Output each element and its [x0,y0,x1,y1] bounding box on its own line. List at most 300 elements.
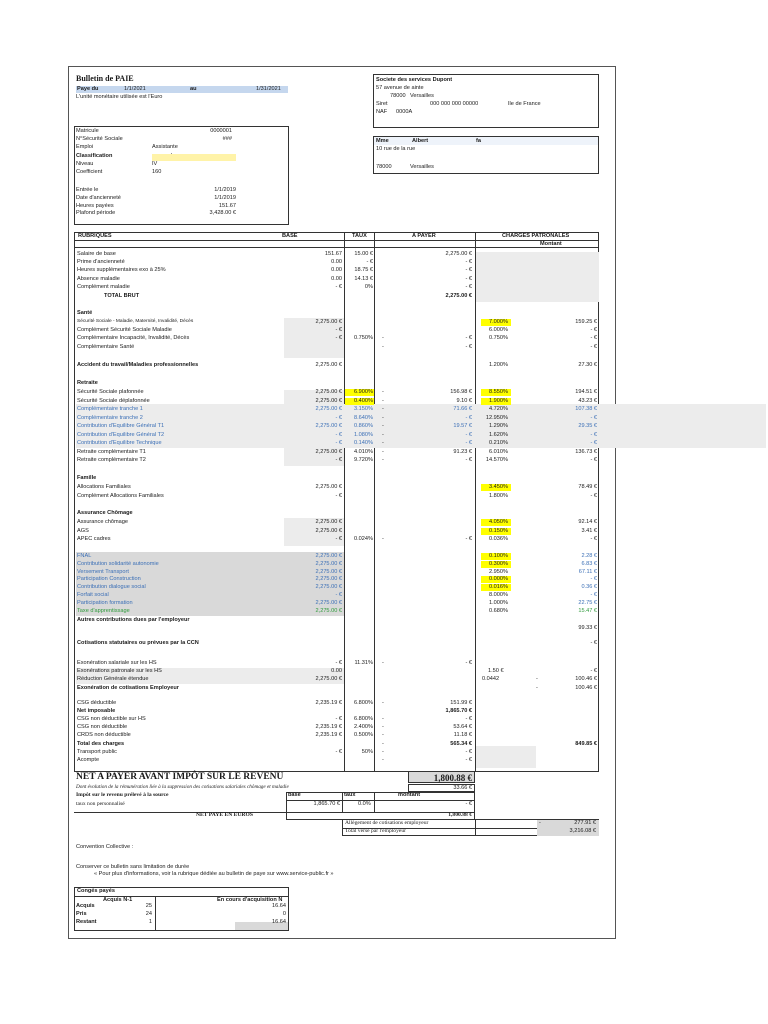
col-rubriques: RUBRIQUES [78,233,112,239]
csg-taux: 0.500% [354,732,373,739]
contribution-cmont: - € [590,592,597,598]
famille-base: - € [335,492,342,499]
section-chomage: Assurance Chômage [77,510,133,516]
csg-label: Acompte [77,756,100,763]
csg-taux: 6.800% [354,700,373,706]
csg-apayer: 565.34 € [450,740,472,747]
taux-label: taux non personnalisé [76,801,125,807]
evolution-box [408,784,475,792]
sante-apayer: - € [465,335,472,342]
exoneration-base: - € [335,660,342,666]
sante-taux: 0.750% [354,335,373,342]
dash: - [382,335,384,342]
retraite-base: 2,275.00 € [315,448,342,455]
line-taux: 15.00 € [354,251,373,257]
csg-taux: 6.800% [354,716,373,723]
csg-label: Total des charges [77,740,125,747]
total-verse-label: Total versé par l'employeur [345,828,407,834]
chomage-label: AGS [77,527,89,534]
dash: - [382,440,384,446]
employee-info-label: Niveau [76,160,94,167]
retraite-label: Complémentaire tranche 2 [77,414,143,421]
retraite-ctaux: 1.900% [489,397,508,404]
allegement-value: 277.91 € [574,820,596,826]
line-apayer: 2,275.00 € [445,251,472,257]
net-before-tax-box [408,771,475,783]
csg-taux: 50% [361,748,373,755]
employee-firstname: Albert [412,138,429,144]
naf-label: NAF [376,109,388,115]
exoneration-base: 0.00 [331,668,342,675]
csg-label: CSG déductible [77,700,117,706]
dash: - [382,724,384,731]
chomage-taux: 0.024% [354,536,373,542]
retraite-ctaux: 1.290% [489,423,508,429]
csg-base: 2,235.19 € [315,724,342,731]
employee-date-value: 151.67 [218,202,236,209]
retraite-cmont: 194.51 € [575,389,597,395]
employee-info-label: Classification [76,152,113,159]
csg-base: - € [335,716,342,723]
conges-row-label: Acquis [76,903,95,909]
csg-label: CSG non déductible sur HS [77,716,146,723]
famille-ctaux: 1.800% [489,492,508,499]
retraite-taux: 4.010% [354,448,373,455]
net-euros-label: NET PAYE EN EUROS [196,812,253,818]
total-brut-label: TOTAL BRUT [104,293,140,299]
line-label: Prime d'ancienneté [77,259,125,265]
employee-info-label: N°Sécurité Sociale [76,136,123,143]
sante-ctaux: 6.000% [489,327,508,334]
conges-row-label: Restant [76,919,97,925]
employee-info-value: 0000001 [210,128,232,134]
info-note: « Pour plus d'informations, voir la rubrique dédiée au bulletin de paye sur www.service-public.fr » [94,871,334,877]
contribution-ctaux: 0.300% [489,560,508,567]
famille-cmont: 78.49 € [578,484,597,490]
retraite-apayer: 91.23 € [453,448,472,455]
contribution-label: Contribution solidarité autonomie [77,560,159,567]
csg-label: CSG non déductible [77,724,128,731]
conges-row-n1: 25 [145,903,152,909]
retraite-taux: 0.860% [354,423,373,429]
csg-base: - € [335,748,342,755]
col-base: BASE [282,233,298,239]
retraite-ctaux: 4.720% [489,406,508,412]
ccn-cmont: - € [590,640,597,646]
sante-apayer: - € [465,343,472,350]
chomage-ctaux: 0.036% [489,536,508,542]
famille-label: Allocations Familiales [77,484,131,490]
employee-info-value: Assistante [152,144,178,151]
exoneration-ctaux: 0.0442 [482,676,500,683]
csg-taux: 2.400% [354,724,373,731]
line-apayer: - € [465,267,472,273]
retraite-base: - € [335,440,342,446]
contribution-cmont: 2.28 € [581,553,597,559]
dash: - [382,716,384,723]
employee-info-label: Emploi [76,144,94,151]
company-city: Versailles [410,93,434,99]
exoneration-taux: 11.31% [354,660,373,666]
dash: - [382,343,384,350]
dash: - [382,423,384,429]
unit-note: L'unité monétaire utilisée est l'Euro [76,94,163,100]
retraite-label: Retraite complémentaire T2 [77,457,146,463]
chomage-ctaux: 4.050% [489,519,508,525]
retraite-base: - € [335,414,342,421]
impot-col-base: base [288,792,301,798]
sante-label: Complémentaire Santé [77,343,135,350]
contribution-cmont: 22.75 € [578,599,597,606]
employee-postcode: 78000 [376,164,392,170]
retraite-taux: 1.080% [354,431,373,438]
company-name: Societe des services Dupont [376,77,453,83]
period-bar [76,86,288,93]
dash: - [382,457,384,463]
famille-label: Complément Allocations Familiales [77,492,164,499]
chomage-cmont: 92.14 € [578,519,597,525]
conges-col1: Acquis N-1 [103,897,133,903]
retraite-label: Sécurité Sociale plafonnée [77,389,144,395]
csg-label: Net imposable [77,708,116,715]
retraite-taux: 0.140% [354,440,373,446]
sante-base: - € [335,327,342,334]
employee-date-label: Plafond période [76,210,116,217]
retraite-apayer: - € [465,431,472,438]
section-famille: Famille [77,475,97,481]
csg-apayer: - € [465,748,472,755]
retraite-taux: 8.640% [354,414,373,421]
convention-label: Convention Collective : [76,844,134,850]
retraite-cmont: - € [590,431,597,438]
employee-date-value: 1/1/2019 [214,187,236,193]
net-before-tax-value: 1,800.88 € [433,773,472,783]
csg-apayer: - € [465,716,472,723]
employee-date-value: 1/1/2019 [214,194,236,201]
col-line-taux [374,232,375,772]
exoneration-cmont: 100.46 € [575,676,597,683]
line-label: Complément maladie [77,284,130,290]
retraite-apayer: - € [465,440,472,446]
retraite-cmont: - € [590,457,597,463]
contribution-ctaux: 1.000% [489,599,508,606]
employee-date-label: Date d'ancienneté [76,194,121,201]
sante-cmont: 159.25 € [575,319,597,325]
employee-city: Versailles [410,164,434,170]
retraite-apayer: - € [465,414,472,421]
dash: - [382,536,384,542]
contribution-ctaux: 0.000% [489,576,508,583]
employee-info-label: Coefficient [76,169,103,175]
contribution-base: - € [335,592,342,598]
contribution-label: Taxe d'apprentissage [77,607,130,614]
exoneration-ctaux: 1.50 € [488,668,504,675]
contribution-label: Participation Construction [77,576,141,583]
impot-col-1 [342,792,343,812]
conserve-note: Conserver ce bulletin sans limitation de durée [76,864,190,870]
contribution-ctaux: 0.016% [489,584,508,591]
conges-title: Congés payés [77,888,115,894]
allegement-label: Allègement de cotisations employeur [345,820,429,826]
company-address: 57 avenue de ainte [376,85,424,91]
conges-row-n1: 1 [148,919,152,925]
contribution-cmont: 0.36 € [581,584,597,591]
col-apayer: A PAYER [412,233,436,239]
contribution-base: 2,275.00 € [315,599,342,606]
accident-ctaux: 1.200% [489,362,508,368]
famille-base: 2,275.00 € [315,484,342,490]
dash: - [382,748,384,755]
retraite-ctaux: 1.620% [489,431,508,438]
chomage-apayer: - € [465,536,472,542]
contribution-cmont: 67.11 € [578,568,597,575]
payslip-title: Bulletin de PAIE [76,74,134,83]
contribution-ctaux: 8.000% [489,592,508,598]
line-label: Salaire de base [77,251,116,257]
contribution-base: 2,275.00 € [315,607,342,614]
exoneration-apayer: - € [465,660,472,666]
csg-label: Transport public [77,748,117,755]
dash: - [382,397,384,404]
retraite-label: Sécurité Sociale déplafonnée [77,397,150,404]
retraite-ctaux: 14.570% [485,457,508,463]
conges-col2: En cours d'acquisition N [217,897,283,903]
sante-ctaux: 0.750% [489,335,508,342]
retraite-taux: 0.400% [354,397,373,404]
conges-row-n: 0 [282,911,286,917]
employee-name-bar [374,137,598,145]
conges-row-label: Pris [76,911,87,917]
col-line-base [344,232,345,772]
impot-rule-2 [74,812,475,813]
retraite-base: - € [335,457,342,463]
dash: - [382,660,384,666]
line-base: 151.67 [324,251,342,257]
paye-du-date: 1/1/2021 [124,86,146,92]
retraite-cmont: 43.23 € [578,397,597,404]
line-base: 0.00 [331,259,342,265]
sante-cmont: - € [590,343,597,350]
col-line-apayer [475,232,476,772]
contribution-base: 2,275.00 € [315,560,342,567]
employer-summary: Allègement de cotisations employeur - 277.91 € Total versé par l'employeur 3,216.08 € [342,819,599,836]
sante-label: Complément Sécurité Sociale Maladie [77,327,172,334]
sante-cmont: - € [590,335,597,342]
line-taux: 14.13 € [354,276,373,282]
retraite-label: Retraite complémentaire T1 [77,448,146,455]
retraite-cmont: 136.73 € [575,448,597,455]
employee-date-label: Heures payées [76,202,114,209]
csg-base: 2,235.19 € [315,700,342,706]
retraite-apayer: - € [465,457,472,463]
ccn-label: Cotisations statutaires ou prévues par la CCN [77,640,199,646]
total-verse-value: 3,216.08 € [569,828,596,834]
exoneration-label: Exonération de cotisations Employeur [77,684,179,691]
header-rule-2 [74,247,599,248]
chomage-cmont: - € [590,536,597,542]
contribution-base: 2,275.00 € [315,568,342,575]
impot-col-2 [374,792,375,812]
contribution-ctaux: 0.680% [489,607,508,614]
section-sante: Santé [77,310,93,316]
exoneration-cmont: 100.46 € [575,684,597,691]
retraite-base: 2,275.00 € [315,397,342,404]
line-taux: - € [366,259,373,265]
csg-apayer: 151.99 € [450,700,472,706]
section-retraite: Retraite [77,380,98,386]
conges-col [155,896,156,931]
shade-charges-top [476,252,599,302]
total-brut-value: 2,275.00 € [445,293,472,299]
net-before-tax-label: NET A PAYER AVANT IMPÔT SUR LE REVENU [76,772,284,782]
dash: - [382,700,384,706]
retraite-cmont: 29.35 € [578,423,597,429]
contribution-base: 2,275.00 € [315,584,342,591]
csg-base: 2,235.19 € [315,732,342,739]
col-charges: CHARGES PATRONALES [502,233,570,239]
paye-du-label: Paye du [77,86,99,92]
dash: - [536,684,538,691]
line-label: Heures supplémentaires exo à 25% [77,267,166,273]
dash: - [382,732,384,739]
impot-col-montant: montant [398,792,421,798]
line-taux: 0% [364,284,373,290]
au-date: 1/31/2021 [256,86,281,92]
sante-label: Sécurité Sociale - Maladie, Maternité, Invalidité, Décès [77,319,194,324]
sante-ctaux: 7.000% [489,319,508,325]
dash: - [382,740,384,747]
retraite-base: - € [335,431,342,438]
chomage-cmont: 3.41 € [581,527,597,534]
contribution-cmont: 15.47 € [578,607,597,614]
total-charges-employer: 849.85 € [575,740,597,747]
taux-base: 1,865.70 € [313,801,340,807]
contribution-label: FNAL [77,553,92,559]
siret-label: Siret [376,101,388,107]
col-taux: TAUX [352,233,367,239]
retraite-ctaux: 0.210% [489,440,508,446]
naf-value: 0000A [396,109,413,115]
impot-col-taux: taux [344,792,356,798]
exoneration-label: Réduction Générale étendue [77,676,149,683]
company-postcode: 78000 [390,93,406,99]
contribution-base: 2,275.00 € [315,553,342,559]
retraite-taux: 9.720% [354,457,373,463]
dash: - [382,756,384,763]
retraite-cmont: 107.38 € [575,406,597,412]
contribution-cmont: 6.83 € [581,560,597,567]
csg-apayer: 53.64 € [453,724,472,731]
sante-base: 2,275.00 € [315,319,342,325]
retraite-base: 2,275.00 € [315,389,342,395]
autres-total-value: 99.33 € [578,625,597,631]
employee-address: 10 rue de la rue [376,146,416,152]
conges-row-n: 16.64 [272,919,286,925]
accident-cmont: 27.30 € [578,362,597,368]
chomage-ctaux: 0.150% [489,527,508,534]
csg-apayer: 11.18 € [453,732,472,739]
evolution-value: 33.66 € [453,785,472,791]
contribution-label: Forfait social [77,592,109,598]
contribution-label: Contribution dialogue social [77,584,146,591]
sante-cmont: - € [590,327,597,334]
dash: - [382,414,384,421]
employee-date-value: 3,428.00 € [209,210,236,217]
retraite-apayer: 9.10 € [456,397,472,404]
line-base: - € [335,284,342,290]
autres-total-label: Autres contributions dues par l'employeur [77,617,190,623]
employee-info-value: ### [222,136,232,143]
line-base: 0.00 [331,276,342,282]
retraite-apayer: 156.98 € [450,389,472,395]
retraite-ctaux: 6.010% [489,448,508,455]
employee-address-box [373,136,599,174]
retraite-taux: 3.150% [354,406,373,412]
dash: - [382,389,384,395]
col-montant: Montant [540,241,562,247]
taux-amount: - € [465,801,472,807]
employer-summary-col [475,820,476,836]
retraite-cmont: - € [590,440,597,446]
employee-info-value: IV [152,160,158,167]
accident-label: Accident du travail/Maladies professionnelles [77,362,199,368]
retraite-label: Contribution d'Equilibre Technique [77,440,162,446]
line-apayer: - € [465,276,472,282]
siret-value: 000 000 000 00000 [430,101,479,107]
conges-row-n: 16.64 [272,903,286,909]
famille-ctaux: 3.450% [489,484,508,490]
dash: - [382,448,384,455]
dash: - [536,676,538,683]
exoneration-label: Exonérations patronale sur les HS [77,668,162,675]
retraite-label: Contribution d'Equilibre Général T2 [77,431,165,438]
employee-lastname: fa [476,138,481,144]
retraite-base: 2,275.00 € [315,406,342,412]
chomage-base: 2,275.00 € [315,527,342,534]
employee-info-value: 160 [152,169,162,175]
line-apayer: - € [465,284,472,290]
contribution-ctaux: 0.100% [489,553,508,559]
chomage-label: APEC cadres [77,536,111,542]
retraite-apayer: 19.57 € [453,423,472,429]
charges-subrule [475,240,599,241]
dash: - [382,406,384,412]
chomage-base: 2,275.00 € [315,519,342,525]
line-base: 0.00 [331,267,342,273]
sante-base: - € [335,335,342,342]
csg-apayer: 1,865.70 € [445,708,472,715]
retraite-label: Complémentaire tranche 1 [77,406,143,412]
shade-charges-bottom [476,746,536,768]
line-label: Absence maladie [77,276,120,282]
retraite-ctaux: 8.550% [489,389,508,395]
evolution-note: Dont évolution de la rémunération liée à la suppression des cotisations salariales chômage et maladie [76,784,289,790]
contribution-label: Participation formation [77,599,133,606]
retraite-label: Contribution d'Equilibre Général T1 [77,423,165,429]
retraite-cmont: - € [590,414,597,421]
sante-label: Complémentaire Incapacité, Invalidité, Décès [77,335,190,342]
classification-highlight [152,154,236,161]
au-label: au [190,86,197,92]
exoneration-base: 2,275.00 € [315,676,342,683]
retraite-base: 2,275.00 € [315,423,342,429]
famille-cmont: - € [590,492,597,499]
line-apayer: - € [465,259,472,265]
contribution-base: 2,275.00 € [315,576,342,583]
employee-date-label: Entrée le [76,187,99,193]
company-region: Ile de France [508,101,541,107]
line-taux: 18.75 € [354,267,373,273]
